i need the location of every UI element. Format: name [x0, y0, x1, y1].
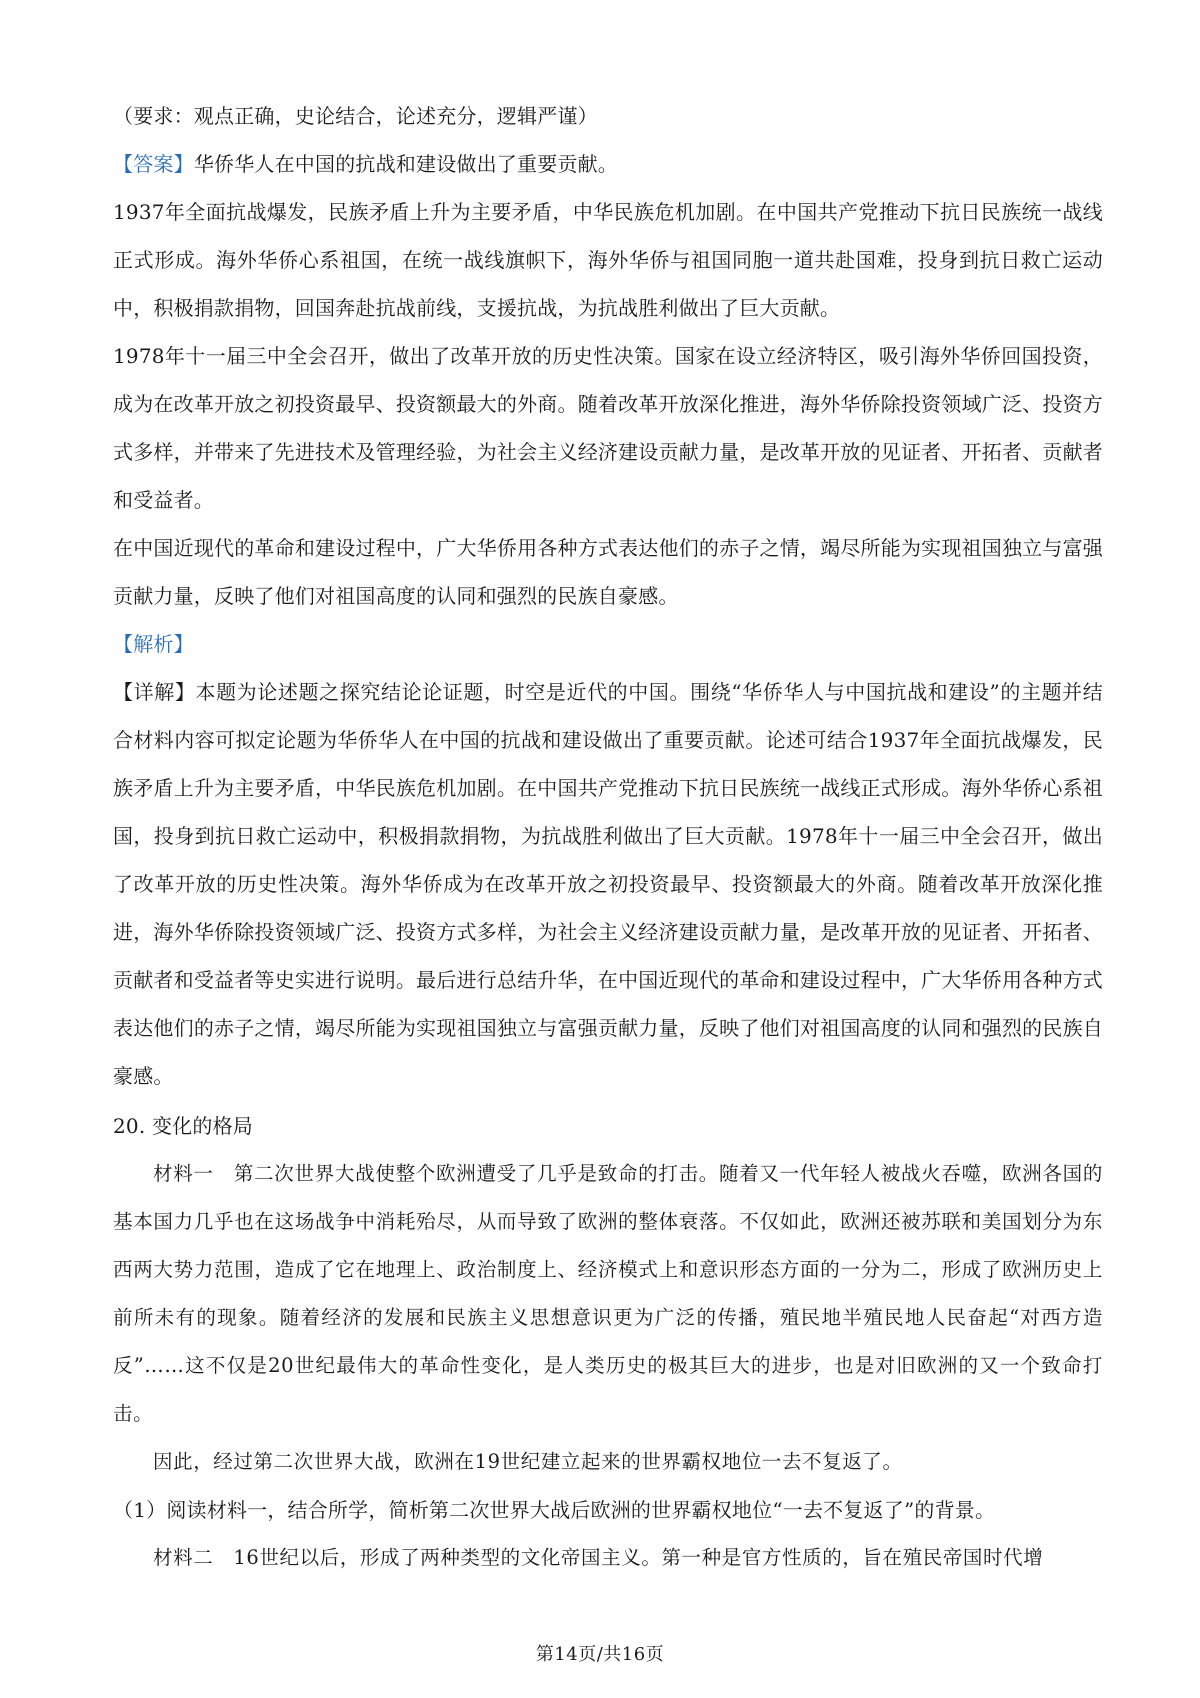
sub-question-1: （1）阅读材料一，结合所学，简析第二次世界大战后欧洲的世界霸权地位“一去不复返了”的背景。	[113, 1498, 996, 1522]
answer-paragraph-1978: 1978年十一届三中全会召开，做出了改革开放的历史性决策。国家在设立经济特区，吸引海外华侨回国投资，成为在改革开放之初投资最早、投资额最大的外商。随着改革开放深化推进，海外华侨除投资领域广泛、投资方式多样，并带来了先进技术及管理经验，为社会主义经济建设贡献力量，是改革开放的见证者、开拓者、贡献者和受益者。	[113, 344, 1103, 512]
answer-thesis	[113, 140, 1103, 188]
material-two-section	[113, 1534, 1103, 1582]
material-section	[113, 1150, 1103, 1486]
material-one-conclusion: 因此，经过第二次世界大战，欧洲在19世纪建立起来的世界霸权地位一去不复返了。	[153, 1450, 903, 1473]
analysis-heading	[113, 620, 1103, 668]
answer-tag: 【答案】	[113, 152, 194, 176]
answer-paragraph-1937: 1937年全面抗战爆发，民族矛盾上升为主要矛盾，中华民族危机加剧。在中国共产党推动下抗日民族统一战线正式形成。海外华侨心系祖国，在统一战线旗帜下，海外华侨与祖国同胞一道共赴国难，投身到抗日救亡运动中，积极捐款捐物，回国奔赴抗战前线，支援抗战，为抗战胜利做出了巨大贡献。	[113, 200, 1103, 320]
answer-paragraph-summary: 在中国近现代的革命和建设过程中，广大华侨用各种方式表达他们的赤子之情，竭尽所能为实现祖国独立与富强贡献力量，反映了他们对祖国高度的认同和强烈的民族自豪感。	[113, 536, 1103, 608]
page-footer: 第14页/共16页	[535, 1644, 665, 1665]
detail-text: 本题为论述题之探究结论论证题，时空是近代的中国。围绕“华侨华人与中国抗战和建设”的主题并结合材料内容可拟定论题为华侨华人在中国的抗战和建设做出了重要贡献。论述可结合1937年全面抗战爆发，民族矛盾上升为主要矛盾，中华民族危机加剧。在中国共产党推动下抗日民族统一战线正式形成。海外华侨心系祖国，投身到抗日救亡运动中，积极捐款捐物，为抗战胜利做出了巨大贡献。1978年十一届三中全会召开，做出了改革开放的历史性决策。海外华侨成为在改革开放之初投资最早、投资额最大的外商。随着改革开放深化推进，海外华侨除投资领域广泛、投资方式多样，为社会主义经济建设贡献力量，是改革开放的见证者、开拓者、贡献者和受益者等史实进行说明。最后进行总结升华，在中国近现代的革命和建设过程中，广大华侨用各种方式表达他们的赤子之情，竭尽所能为实现祖国独立与富强贡献力量，反映了他们对祖国高度的认同和强烈的民族自豪感。	[113, 680, 1103, 1088]
analysis-tag: 【解析】	[113, 632, 194, 656]
material-one: 材料一 第二次世界大战使整个欧洲遭受了几乎是致命的打击。随着又一代年轻人被战火吞噬，欧洲各国的基本国力几乎也在这场战争中消耗殆尽，从而导致了欧洲的整体衰落。不仅如此，欧洲还被苏联和美国划分为东西两大势力范围，造成了它在地理上、政治制度上、经济模式上和意识形态方面的一分为二，形成了欧洲历史上前所未有的现象。随着经济的发展和民族主义思想意识更为广泛的传播，殖民地半殖民地人民奋起“对西方造反”……这不仅是20世纪最伟大的革命性变化，是人类历史的极其巨大的进步，也是对旧欧洲的又一个致命打击。	[113, 1162, 1103, 1425]
analysis-detail	[113, 668, 1103, 1100]
requirement-text: （要求：观点正确，史论结合，论述充分，逻辑严谨）	[113, 104, 598, 128]
document-page	[113, 92, 1103, 1582]
detail-tag: 【详解】	[113, 680, 196, 704]
answer-thesis-text: 华侨华人在中国的抗战和建设做出了重要贡献。	[193, 152, 619, 176]
question-20-title: 20. 变化的格局	[113, 1114, 253, 1138]
material-two: 材料二 16世纪以后，形成了两种类型的文化帝国主义。第一种是官方性质的，旨在殖民帝国时代增	[153, 1546, 1044, 1569]
